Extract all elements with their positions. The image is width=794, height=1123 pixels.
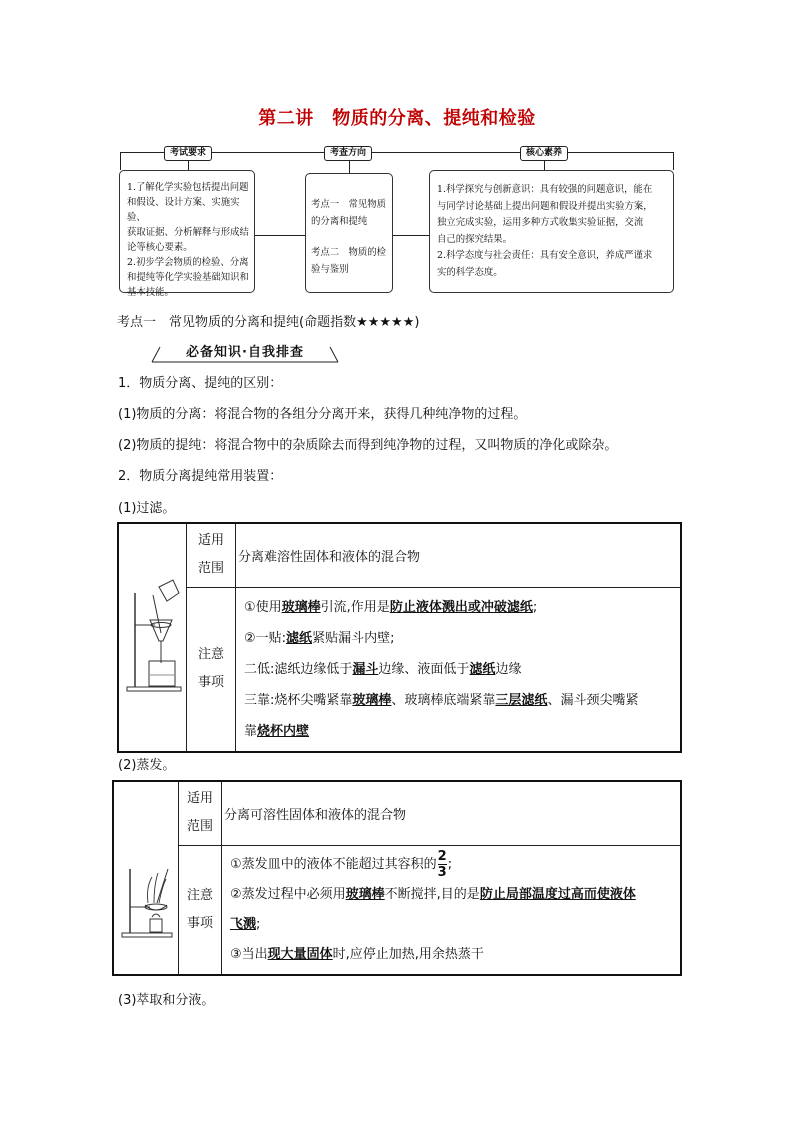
filtration-table [117,522,682,753]
note-line: 靠烧杯内壁 [244,723,310,739]
filtration-notes [236,587,682,752]
section-heading: 考点一 常见物质的分离和提纯(命题指数★★★★★) [117,315,420,330]
note-line: ②蒸发过程中必须用玻璃棒不断搅拌,目的是防止局部温度过高而使液体 [230,886,636,902]
paragraph: (1)物质的分离：将混合物的各组分分离开来，获得几种纯净物的过程。 [118,407,527,422]
literacy-line: 与同学讨论基础上提出问题和假设并提出实验方案， [437,200,653,212]
paragraph: 2．物质分离提纯常用装置： [118,469,283,484]
paragraph: 1．物质分离、提纯的区别： [118,376,283,391]
connector-line [673,152,674,170]
filtration-apparatus-icon [123,575,183,695]
tag-core-literacy: 核心素养 [520,146,568,161]
note-line: ③当出现大量固体时,应停止加热,用余热蒸干 [230,946,484,962]
note-line: ②一贴:滤纸紧贴漏斗内壁; [244,630,395,646]
fraction-two-thirds: $\frac{2}{3}$ [437,848,447,880]
exam-point-one: 考点一 常见物质 [311,199,387,210]
paragraph: (2)物质的提纯：将混合物中的杂质除去而得到纯净物的过程，又叫物质的净化或除杂。 [118,438,618,453]
paragraph: (1)过滤。 [118,501,176,516]
paragraph: (3)萃取和分液。 [118,993,215,1008]
banner-title: 必备知识·自我排查 [186,345,304,360]
literacy-line: 2.科学态度与社会责任：具有安全意识，养成严谨求 [437,250,653,261]
scope-text: 分离可溶性固体和液体的混合物 [222,781,682,845]
notes-label: 注意 事项 [179,845,222,975]
evaporation-table [112,780,682,976]
scope-label: 适用 范围 [187,523,236,587]
requirement-line: 2.初步学会物质的检验、分离 [127,257,249,268]
literacy-line: 独立完成实验，运用多种方式收集实验证据，交流 [437,217,644,228]
note-line: ①蒸发皿中的液体不能超过其容积的 $\frac{2}{3}$ ; [230,848,453,880]
filtration-apparatus-image [118,523,187,752]
requirement-line: 获取证据、分析解释与形成结 [127,227,249,238]
requirement-line: 基本技能。 [127,287,174,298]
evaporation-apparatus-icon [116,811,176,941]
connector-line [120,152,121,170]
scope-label: 适用 范围 [179,781,222,845]
requirement-line: 论等核心要素。 [127,242,193,253]
knowledge-banner [150,343,340,365]
core-literacy-box [429,170,674,293]
note-line: 三靠:烧杯尖嘴紧靠玻璃棒、玻璃棒底端紧靠三层滤纸、漏斗颈尖嘴紧 [244,692,639,708]
note-line: 二低:滤纸边缘低于漏斗边缘、液面低于滤纸边缘 [244,661,522,677]
notes-label: 注意 事项 [187,587,236,752]
exam-point-two: 考点二 物质的检 [311,247,387,258]
requirement-line: 1.了解化学实验包括提出问题 [127,182,249,193]
tag-exam-requirements: 考试要求 [164,146,212,161]
connector-line [255,235,305,236]
exam-point-one: 的分离和提纯 [311,216,368,227]
scope-text: 分离难溶性固体和液体的混合物 [236,523,682,587]
literacy-line: 自己的探究结果。 [437,233,513,245]
evaporation-notes [222,845,682,975]
page-title: 第二讲 物质的分离、提纯和检验 [258,108,536,129]
connector-line [349,159,350,173]
connector-line [393,235,429,236]
exam-point-two: 验与鉴别 [311,264,349,275]
tag-exam-direction: 考查方向 [324,146,372,161]
requirement-line: 和提纯等化学实验基础知识和 [127,272,249,283]
evaporation-apparatus-image [113,781,179,975]
literacy-line: 实的科学态度。 [437,266,503,278]
paragraph: (2)蒸发。 [118,758,176,773]
exam-direction-box [305,173,393,293]
literacy-line: 1.科学探究与创新意识：具有较强的问题意识，能在 [437,184,653,195]
exam-requirements-box [119,170,255,298]
note-line: 飞溅; [230,916,261,932]
note-line: ①使用玻璃棒引流,作用是防止液体溅出或冲破滤纸; [244,599,538,615]
requirement-line: 和假设、设计方案、实施实验、 [127,197,240,223]
